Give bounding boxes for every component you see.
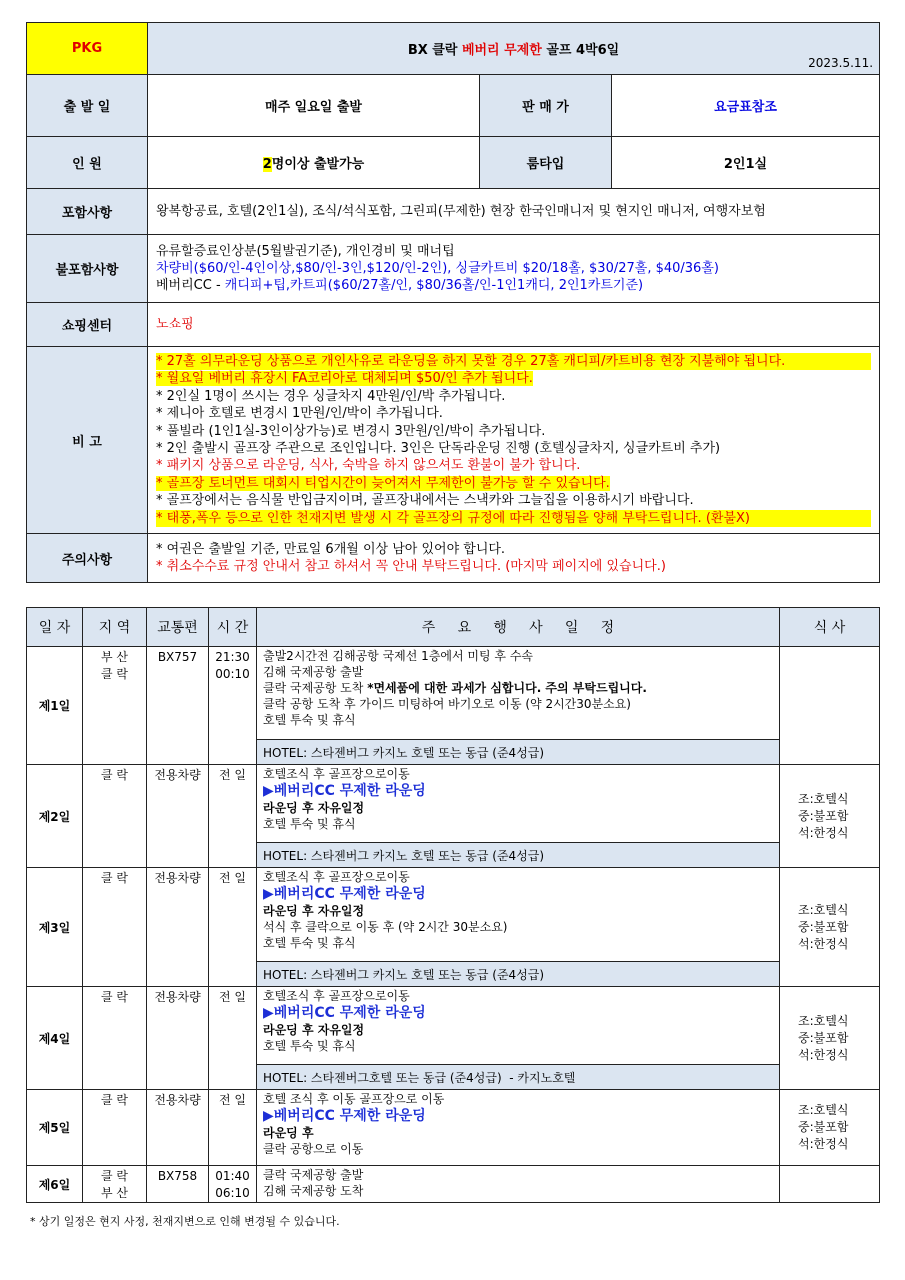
excluded-course-fees: 캐디피+팁,카트피($60/27홀/인, $80/36홀/인-1인1캐디, 2인1카트기준) <box>224 278 644 293</box>
itinerary-footnote: * 상기 일정은 현지 사정, 천재지변으로 인해 변경될 수 있습니다. <box>30 1215 340 1228</box>
schedule-line: 김해 국제공항 도착 <box>263 1184 364 1198</box>
golf-round: ▶베버리CC 무제한 라운딩 <box>263 1108 426 1124</box>
persons-text: 명이상 출발가능 <box>271 157 365 172</box>
day-time: 전 일 <box>209 765 257 868</box>
day-label: 제4일 <box>27 987 83 1090</box>
day-schedule <box>257 765 780 843</box>
shopping-value: 노쇼핑 <box>148 303 880 347</box>
golf-round: ▶베버리CC 무제한 라운딩 <box>263 783 426 799</box>
day-region: 클 락 <box>83 987 147 1090</box>
product-title <box>148 23 880 75</box>
remarks-label: 비 고 <box>27 347 148 534</box>
remark-line: * 제니아 호텔로 변경시 1만원/인/박이 추가됩니다. <box>156 406 443 422</box>
hotel-info: HOTEL: 스타젠버그 카지노 호텔 또는 동급 (준4성급) <box>257 843 780 868</box>
header-meal: 식 사 <box>780 608 880 647</box>
remark-line: * 2인실 1명이 쓰시는 경우 싱글차지 4만원/인/박 추가됩니다. <box>156 388 506 404</box>
remark-line: * 27홀 의무라운딩 상품으로 개인사유로 라운딩을 하지 못할 경우 27홀 캐디피/카트비용 현장 지불해야 됩니다. <box>156 353 871 370</box>
title-suffix: 골프 4박6일 <box>541 43 620 58</box>
schedule-line: 호텔 투숙 및 휴식 <box>263 817 356 831</box>
day-schedule <box>257 1166 780 1203</box>
price-label: 판 매 가 <box>480 75 612 137</box>
day-meal: 조:호텔식 중:불포함 석:한정식 <box>780 1090 880 1166</box>
day-region: 부 산 클 락 <box>83 647 147 765</box>
excluded-text <box>148 235 880 303</box>
day-schedule <box>257 1090 780 1166</box>
day-transport: 전용차량 <box>147 765 209 868</box>
day-time: 01:40 06:10 <box>209 1166 257 1203</box>
day-transport: BX757 <box>147 647 209 765</box>
day-meal: 조:호텔식 중:불포함 석:한정식 <box>780 987 880 1090</box>
remark-line: * 골프장에서는 음식물 반입금지이며, 골프장내에서는 스낵카와 그늘집을 이용하시기 바랍니다. <box>156 493 694 509</box>
header-schedule: 주 요 행 사 일 정 <box>257 608 780 647</box>
schedule-line: 출발2시간전 김해공항 국제선 1층에서 미팅 후 수속 <box>263 649 533 663</box>
caution-label: 주의사항 <box>27 534 148 583</box>
day-region: 클 락 <box>83 1090 147 1166</box>
price-value: 요금표참조 <box>612 75 880 137</box>
remark-line: * 태풍,폭우 등으로 인한 천재지변 발생 시 각 골프장의 규정에 따라 진행됨을 양해 부탁드립니다. (환불X) <box>156 510 871 527</box>
schedule-line: 클락 국제공항 출발 <box>263 1168 364 1182</box>
schedule-line: 호텔 투숙 및 휴식 <box>263 936 356 950</box>
golf-round: ▶베버리CC 무제한 라운딩 <box>263 1005 426 1021</box>
schedule-line: 호텔조식 후 골프장으로이동 <box>263 870 410 884</box>
schedule-line: 호텔 조식 후 이동 골프장으로 이동 <box>263 1092 445 1106</box>
departure-value: 매주 일요일 출발 <box>148 75 480 137</box>
schedule-line: 클락 국제공항 도착 *면세품에 대한 과세가 심합니다. 주의 부탁드립니다. <box>263 681 647 695</box>
schedule-line: 호텔 투숙 및 휴식 <box>263 713 356 727</box>
hotel-info: HOTEL: 스타젠버그 카지노 호텔 또는 동급 (준4성급) <box>257 740 780 765</box>
persons-min: 2 <box>262 157 272 172</box>
day-schedule <box>257 647 780 740</box>
schedule-line: 라운딩 후 <box>263 1126 314 1140</box>
schedule-line: 김해 국제공항 출발 <box>263 665 364 679</box>
day-label: 제2일 <box>27 765 83 868</box>
day-schedule <box>257 868 780 962</box>
day-label: 제3일 <box>27 868 83 987</box>
header-time: 시 간 <box>209 608 257 647</box>
header-transport: 교통편 <box>147 608 209 647</box>
day-schedule <box>257 987 780 1065</box>
excluded-line: 차량비($60/인-4인이상,$80/인-3인,$120/인-2인), 싱글카트비 $20/18홀, $30/27홀, $40/36홀) <box>156 261 719 276</box>
room-label: 룸타입 <box>480 137 612 189</box>
pkg-label: PKG <box>27 23 148 75</box>
package-summary-table <box>26 22 880 583</box>
included-text: 왕복항공료, 호텔(2인1실), 조식/석식포함, 그린피(무제한) 현장 한국인매니저 및 현지인 매니저, 여행자보험 <box>148 189 880 235</box>
day-meal <box>780 647 880 765</box>
day-transport: 전용차량 <box>147 868 209 987</box>
remark-line: * 골프장 토너먼트 대회시 티업시간이 늦어져서 무제한이 불가능 할 수 있습니다. <box>156 475 610 491</box>
day-label: 제5일 <box>27 1090 83 1166</box>
room-value: 2인1실 <box>612 137 880 189</box>
day-meal <box>780 1166 880 1203</box>
day-region: 클 락 부 산 <box>83 1166 147 1203</box>
day-label: 제6일 <box>27 1166 83 1203</box>
day-transport: 전용차량 <box>147 1090 209 1166</box>
day-time: 21:30 00:10 <box>209 647 257 765</box>
schedule-line: 석식 후 클락으로 이동 후 (약 2시간 30분소요) <box>263 920 508 934</box>
departure-label: 출 발 일 <box>27 75 148 137</box>
header-region: 지 역 <box>83 608 147 647</box>
schedule-line: 클락 공항 도착 후 가이드 미팅하여 바기오로 이동 (약 2시간30분소요) <box>263 697 631 711</box>
day-time: 전 일 <box>209 987 257 1090</box>
remark-line: * 풀빌라 (1인1실-3인이상가능)로 변경시 3만원/인/박이 추가됩니다. <box>156 423 546 439</box>
remark-line: * 패키지 상품으로 라운딩, 식사, 숙박을 하지 않으셔도 환불이 불가 합니다. <box>156 458 581 474</box>
header-day: 일 자 <box>27 608 83 647</box>
excluded-line <box>156 277 871 294</box>
schedule-line: 호텔조식 후 골프장으로이동 <box>263 989 410 1003</box>
day-time: 전 일 <box>209 868 257 987</box>
included-label: 포함사항 <box>27 189 148 235</box>
schedule-line: 라운딩 후 자유일정 <box>263 904 365 918</box>
day-transport: BX758 <box>147 1166 209 1203</box>
remark-line: * 2인 출발시 골프장 주관으로 조인입니다. 3인은 단독라운딩 진행 (호텔싱글차지, 싱글카트비 추가) <box>156 441 721 456</box>
hotel-info: HOTEL: 스타젠버그호텔 또는 동급 (준4성급) - 카지노호텔 <box>257 1065 780 1090</box>
persons-label: 인 원 <box>27 137 148 189</box>
day-meal: 조:호텔식 중:불포함 석:한정식 <box>780 868 880 987</box>
hotel-info: HOTEL: 스타젠버그 카지노 호텔 또는 동급 (준4성급) <box>257 962 780 987</box>
document-date: 2023.5.11. <box>808 56 874 70</box>
golf-round: ▶베버리CC 무제한 라운딩 <box>263 886 426 902</box>
day-label: 제1일 <box>27 647 83 765</box>
persons-value <box>148 137 480 189</box>
schedule-line: 라운딩 후 자유일정 <box>263 1023 365 1037</box>
day-region: 클 락 <box>83 868 147 987</box>
day-meal: 조:호텔식 중:불포함 석:한정식 <box>780 765 880 868</box>
caution-line: * 취소수수료 규정 안내서 참고 하셔서 꼭 안내 부탁드립니다. (마지막 페이지에 있습니다.) <box>156 559 666 574</box>
day-transport: 전용차량 <box>147 987 209 1090</box>
schedule-line: 호텔조식 후 골프장으로이동 <box>263 767 410 781</box>
day-time: 전 일 <box>209 1090 257 1166</box>
excluded-course: 베버리CC - <box>156 278 225 293</box>
caution-line: * 여권은 출발일 기준, 만료일 6개월 이상 남아 있어야 합니다. <box>156 541 506 557</box>
itinerary-table <box>26 607 880 1203</box>
shopping-label: 쇼핑센터 <box>27 303 148 347</box>
title-highlight: 베버리 무제한 <box>461 43 542 58</box>
customs-warning: *면세품에 대한 과세가 심합니다. 주의 부탁드립니다. <box>367 681 647 695</box>
day-region: 클 락 <box>83 765 147 868</box>
schedule-line: 호텔 투숙 및 휴식 <box>263 1039 356 1053</box>
caution-text <box>148 534 880 583</box>
schedule-line: 클락 공항으로 이동 <box>263 1142 364 1156</box>
title-prefix: BX 클락 <box>407 43 462 58</box>
excluded-line: 유류할증료인상분(5월발권기준), 개인경비 및 매너팁 <box>156 244 455 259</box>
remark-line: * 월요일 베버리 휴장시 FA코리아로 대체되며 $50/인 추가 됩니다. <box>156 371 533 387</box>
remarks-list <box>148 347 880 534</box>
excluded-label: 불포함사항 <box>27 235 148 303</box>
schedule-line: 라운딩 후 자유일정 <box>263 801 365 815</box>
